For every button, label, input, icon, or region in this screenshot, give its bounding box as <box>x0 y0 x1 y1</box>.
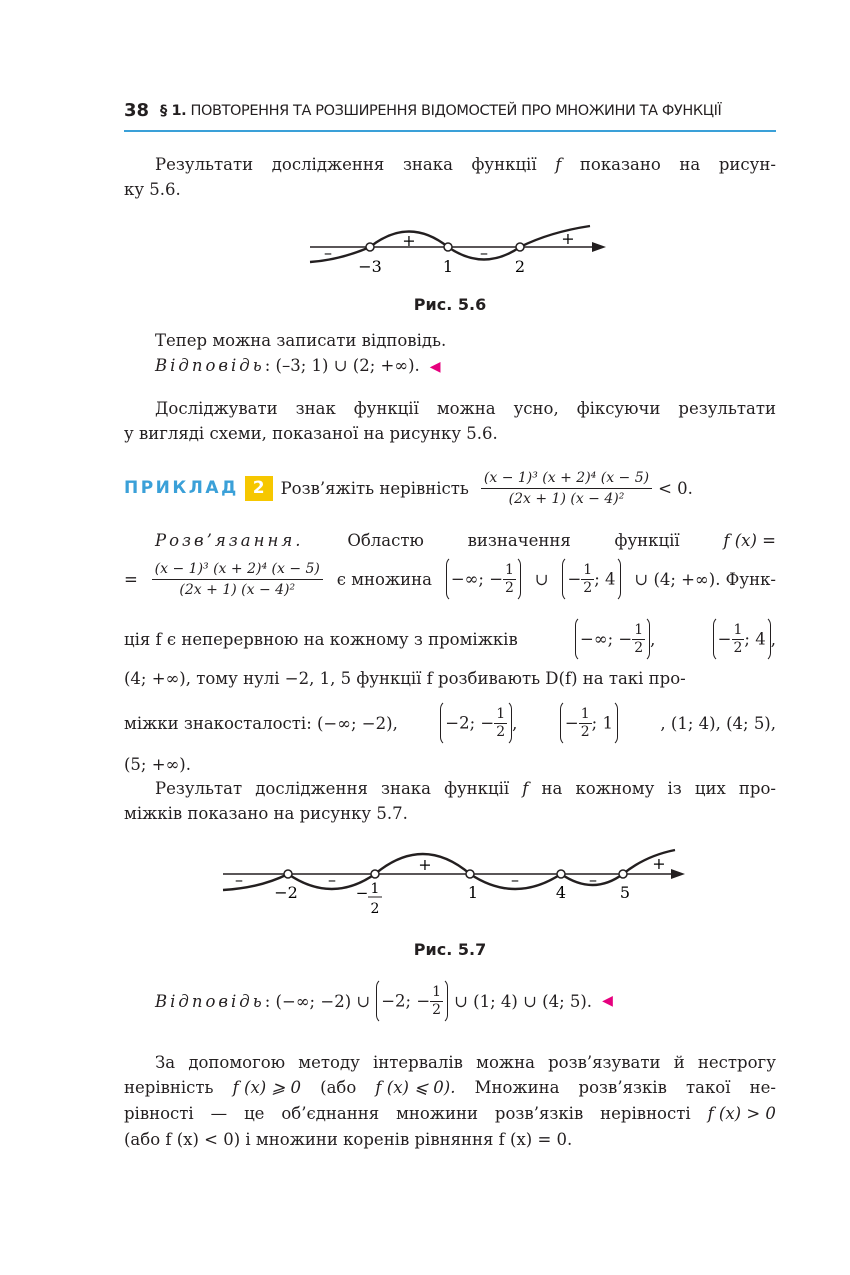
interval: − $\frac{1}{2}$ ; 1 <box>560 700 618 746</box>
interval-list-tail: , (1; 4), (4; 5), <box>660 713 776 733</box>
sign-label: + <box>561 229 575 248</box>
continuity-text: ція f є неперервною на кожному з проміжків <box>124 629 518 649</box>
end-marker: ◀ <box>429 359 441 375</box>
word: дослідження <box>255 779 368 798</box>
half-numerator: 1 <box>370 881 380 897</box>
half-fraction: $\frac{1}{2}$ <box>583 562 593 596</box>
solution-line-3 <box>124 616 776 662</box>
interval: − $\frac{1}{2}$ ; 4 <box>562 556 620 602</box>
sign-label: – <box>511 870 519 889</box>
point-label: 1 <box>467 883 479 902</box>
word: f <box>555 155 562 174</box>
word: й <box>673 1053 685 1072</box>
fraction-denominator: (2x + 1) (x − 4)² <box>179 581 296 598</box>
half-fraction: $\frac{1}{2}$ <box>580 706 590 740</box>
word: об’єднання <box>281 1104 380 1123</box>
word: f <box>522 779 529 798</box>
figure-5-7 <box>215 842 695 922</box>
interval: −∞; − $\frac{1}{2}$ <box>575 616 650 662</box>
word: функції <box>353 399 419 418</box>
point-label: −3 <box>358 257 382 276</box>
word: цих <box>694 779 726 798</box>
axis-arrow <box>671 869 685 879</box>
interval-with-comma: − $\frac{1}{2}$ ; 4 , <box>713 616 776 662</box>
example-number: 2 <box>245 476 273 501</box>
word: усно, <box>513 399 559 418</box>
example-task: Розв’яжіть нерівність <box>280 479 469 498</box>
sign-label: + <box>418 855 432 874</box>
paragraph-3-line-4: (або f (x) < 0) і множини коренів рівняння f (x) = 0. <box>124 1130 573 1149</box>
solution-line-2 <box>124 556 776 602</box>
paragraph-3-line-1 <box>155 1050 776 1075</box>
word: про- <box>738 779 776 798</box>
paragraph-3-line-2 <box>124 1075 776 1100</box>
word: функції <box>444 779 510 798</box>
word: такої <box>686 1078 731 1097</box>
point-label: 2 <box>514 257 526 276</box>
word: кожному <box>575 779 655 798</box>
domain-text: є множина <box>336 569 432 589</box>
interval: −2; − $\frac{1}{2}$ <box>440 700 512 746</box>
fraction-denominator: (2x + 1) (x − 4)² <box>508 491 625 507</box>
word: множини <box>396 1104 478 1123</box>
word: нестрогу <box>697 1053 776 1072</box>
word: фіксуючи <box>576 399 661 418</box>
word: показано <box>579 155 661 174</box>
sign-label: + <box>652 854 666 873</box>
zero-point <box>516 243 524 251</box>
sign-intervals-text: міжки знакосталості: (−∞; −2), <box>124 713 398 733</box>
point-label: −2 <box>274 883 298 902</box>
word: розв’язувати <box>548 1053 661 1072</box>
half-fraction: $\frac{1}{2}$ <box>432 984 442 1018</box>
example-2-heading <box>124 470 693 507</box>
solution-label: Розв’язання. <box>155 531 304 550</box>
zero-point <box>557 870 565 878</box>
word: Результати <box>155 155 254 174</box>
word: нерівності <box>600 1104 691 1123</box>
running-title <box>160 103 721 119</box>
inequality-tail: < 0. <box>658 479 693 498</box>
half-fraction: $\frac{1}{2}$ <box>505 562 514 596</box>
axis-arrow <box>592 242 606 252</box>
half-denominator: 2 <box>370 901 380 917</box>
word: f (x) > 0 <box>707 1104 776 1123</box>
interval: −2; − $\frac{1}{2}$ <box>376 978 448 1024</box>
zero-point <box>466 870 474 878</box>
zero-point <box>284 870 292 878</box>
word: знака <box>380 779 431 798</box>
sign-label: – <box>328 870 336 889</box>
paragraph-1-line-2: ку 5.6. <box>124 180 181 199</box>
word: допомогою <box>188 1053 286 1072</box>
word: можна <box>436 399 496 418</box>
sign-label: – <box>324 243 332 262</box>
answer-value: : (–3; 1) ∪ (2; +∞). <box>264 356 420 375</box>
solution-line-5 <box>124 700 776 746</box>
word: із <box>667 779 682 798</box>
interval-text: −∞; − <box>450 569 504 589</box>
word: розв’язків <box>494 1104 584 1123</box>
word: функції <box>471 155 537 174</box>
interval: − $\frac{1}{2}$ ; 4 <box>713 616 771 662</box>
half-fraction: $\frac{1}{2}$ <box>733 622 743 656</box>
zero-point <box>619 870 627 878</box>
end-marker: ◀ <box>602 992 613 1009</box>
word: визначення <box>467 531 571 550</box>
answer-1 <box>155 353 441 380</box>
page-number: 38 <box>124 100 150 121</box>
word: f (x) ⩽ 0). <box>375 1078 456 1097</box>
inequality-fraction <box>481 470 652 507</box>
word: на <box>541 779 563 798</box>
word: Областю <box>347 531 424 550</box>
word: Досліджувати <box>155 399 278 418</box>
word: на <box>679 155 701 174</box>
point-label: 1 <box>442 257 454 276</box>
sign-label: – <box>235 870 243 889</box>
word: методу <box>298 1053 360 1072</box>
union-sign: ∪ <box>534 569 549 589</box>
paragraph-2-line-2: у вигляді схеми, показаної на рисунку 5.6. <box>124 424 498 443</box>
domain-tail: ∪ (4; +∞). Функ- <box>634 569 776 589</box>
figure-5-6 <box>300 220 620 280</box>
section-mark: § 1. <box>160 103 187 119</box>
answer-tail: ∪ (1; 4) ∪ (4; 5). <box>454 991 593 1011</box>
word: результати <box>678 399 776 418</box>
point-label: 5 <box>619 883 631 902</box>
interval-with-comma: −2; − $\frac{1}{2}$ , <box>440 700 517 746</box>
answer-label: Відповідь <box>155 356 265 375</box>
solution-line-7 <box>155 776 776 801</box>
interval <box>446 556 521 602</box>
paragraph-1-line-1 <box>155 152 776 177</box>
solution-line-8: міжків показано на рисунку 5.7. <box>124 804 408 823</box>
answer-2 <box>155 978 613 1024</box>
word: знака <box>402 155 453 174</box>
half-minus: − <box>355 884 369 902</box>
interval-with-comma: −∞; − $\frac{1}{2}$ , <box>575 616 655 662</box>
zero-point <box>444 243 452 251</box>
word: Результат <box>155 779 243 798</box>
word: За <box>155 1053 176 1072</box>
chapter-title: ПОВТОРЕННЯ ТА РОЗШИРЕННЯ ВІДОМОСТЕЙ ПРО МНОЖИНИ ТА ФУНКЦІЇ <box>190 103 722 119</box>
word: f (x) ⩾ 0 <box>232 1078 302 1097</box>
sign-label: – <box>589 870 597 889</box>
solution-line-4: (4; +∞), тому нулі −2, 1, 5 функції f розбивають D(f) на такі про- <box>124 669 686 688</box>
half-fraction: $\frac{1}{2}$ <box>496 706 506 740</box>
word: рівності <box>124 1104 194 1123</box>
word: інтервалів <box>373 1053 463 1072</box>
word: рисун- <box>718 155 776 174</box>
paragraph-3-line-3 <box>124 1101 776 1126</box>
zero-point <box>366 243 374 251</box>
solution-line-6: (5; +∞). <box>124 755 191 774</box>
word: нерівність <box>124 1078 214 1097</box>
fraction-numerator: (x − 1)³ (x + 2)⁴ (x − 5) <box>481 470 652 489</box>
word: дослідження <box>271 155 385 174</box>
point-label: 4 <box>555 883 567 902</box>
function-fraction <box>152 561 323 598</box>
answer-label: Відповідь <box>155 991 265 1011</box>
solution-line-1 <box>155 528 776 553</box>
word: f (x) = <box>723 531 776 550</box>
sign-label: + <box>402 231 416 250</box>
fraction-numerator: (x − 1)³ (x + 2)⁴ (x − 5) <box>152 561 323 580</box>
figure-5-7-caption: Рис. 5.7 <box>413 940 487 959</box>
equals-sign: = <box>124 569 138 589</box>
word: — <box>210 1104 228 1123</box>
figure-5-6-caption: Рис. 5.6 <box>413 295 487 314</box>
word: функції <box>614 531 680 550</box>
word: розв’язків <box>578 1078 667 1097</box>
page-header <box>124 98 776 132</box>
example-label: ПРИКЛАД <box>124 478 239 498</box>
answer-value: : (−∞; −2) ∪ <box>264 991 371 1011</box>
zero-point <box>371 870 379 878</box>
sign-label: – <box>480 243 488 262</box>
word: можна <box>476 1053 535 1072</box>
word: знак <box>295 399 336 418</box>
word: (або <box>320 1078 357 1097</box>
half-fraction: $\frac{1}{2}$ <box>634 622 644 656</box>
word: Множина <box>474 1078 560 1097</box>
word: не- <box>749 1078 776 1097</box>
paragraph-2-line-1 <box>155 396 776 421</box>
word: це <box>244 1104 265 1123</box>
answer-intro: Тепер можна записати відповідь. <box>155 331 447 350</box>
